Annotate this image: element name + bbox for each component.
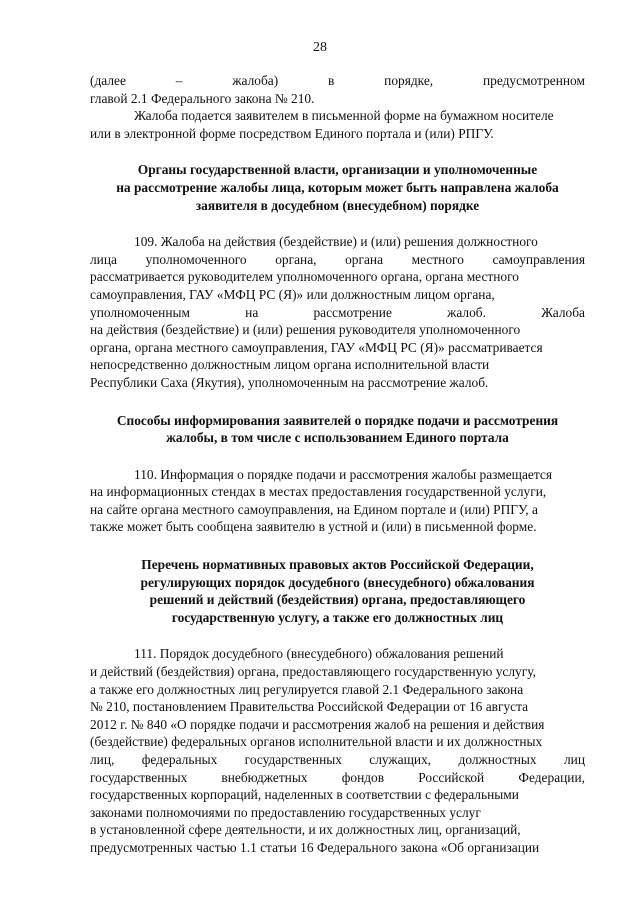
word: федеральных xyxy=(141,752,218,767)
text-line-justified xyxy=(90,751,585,769)
heading-line: решений и действий (бездействия) органа, предоставляющего xyxy=(149,592,526,608)
word: лиц xyxy=(563,752,585,767)
word: уполномоченного xyxy=(145,251,247,267)
text-line: законами полномочиями по предоставлению государственных услуг xyxy=(90,804,481,820)
word: Федерации, xyxy=(518,769,585,785)
heading-line: Органы государственной власти, организации и уполномоченные xyxy=(137,162,538,178)
heading-line: Перечень нормативных правовых актов Российской Федерации, xyxy=(141,557,534,573)
word: лица xyxy=(90,251,117,267)
text-line-justified xyxy=(90,251,585,269)
text-line: Республики Саха (Якутия), уполномоченным на рассмотрение жалоб. xyxy=(90,374,489,390)
heading-line: заявителя в досудебном (внесудебном) порядке xyxy=(195,197,480,213)
word: лиц, xyxy=(90,752,115,767)
paragraph-111 xyxy=(90,645,585,856)
word: жалоб. xyxy=(447,304,486,320)
word: местного xyxy=(411,251,464,267)
text-line: 2012 г. № 840 «О порядке подачи и рассмотрения жалоб на решения и действия xyxy=(90,716,545,732)
section-heading xyxy=(90,161,585,214)
word: Российской xyxy=(418,769,485,785)
text-line: Жалоба подается заявителем в письменной форме на бумажном носителе xyxy=(134,108,554,124)
word: – xyxy=(175,73,183,88)
text-line: в установленной сфере деятельности, и их должностных лиц, организаций, xyxy=(90,822,521,838)
text-line: непосредственно должностным лицом органа исполнительной власти xyxy=(90,357,490,373)
text-line: и действий (бездействия) органа, предоставляющего государственную услугу, xyxy=(90,664,536,680)
text-line-justified xyxy=(90,304,585,322)
word: порядке, xyxy=(384,73,434,88)
text-line: органа, органа местного самоуправления, ГАУ «МФЦ РС (Я)» рассматривается xyxy=(90,339,543,355)
text-line: 110. Информация о порядке подачи и рассмотрения жалобы размещается xyxy=(134,466,552,482)
word: на xyxy=(245,304,259,320)
text-line: самоуправления, ГАУ «МФЦ РС (Я)» или должностным лицом органа, xyxy=(90,286,495,302)
word: уполномоченным xyxy=(90,304,190,320)
heading-line: жалобы, в том числе с использованием Единого портала xyxy=(166,430,509,446)
text-line: а также его должностных лиц регулируется главой 2.1 Федерального закона xyxy=(90,681,524,697)
text-line: главой 2.1 Федерального закона № 210. xyxy=(90,90,315,106)
heading-line: Способы информирования заявителей о порядке подачи и рассмотрения xyxy=(116,412,559,428)
word: жалоба) xyxy=(232,73,279,88)
paragraph-109 xyxy=(90,233,585,391)
word: служащих, xyxy=(369,752,432,767)
text-line: на информационных стендах в местах предоставления государственной услуги, xyxy=(90,484,547,500)
text-line: № 210, постановлением Правительства Российской Федерации от 16 августа xyxy=(90,699,529,715)
word: рассмотрение xyxy=(313,304,392,320)
text-line: на сайте органа местного самоуправления, на Едином портале и (или) РПГУ, а xyxy=(90,501,538,517)
page-number: 28 xyxy=(313,40,327,55)
word: самоуправления xyxy=(492,251,585,267)
paragraph-110 xyxy=(90,466,585,536)
text-line: 111. Порядок досудебного (внесудебного) обжалования решений xyxy=(134,646,504,662)
text-line: предусмотренных частью 1.1 статьи 16 Федерального закона «Об организации xyxy=(90,839,540,855)
heading-line: государственную услугу, а также его должностных лиц xyxy=(171,609,504,625)
word: должностных xyxy=(458,752,537,767)
word: Жалоба xyxy=(541,304,585,320)
word: (далее xyxy=(90,73,126,88)
text-line: государственных корпораций, наделенных в соответствии с федеральными xyxy=(90,787,519,803)
section-heading xyxy=(90,556,585,626)
text-line: или в электронной форме посредством Единого портала и (или) РПГУ. xyxy=(90,125,494,141)
word: в xyxy=(328,73,335,88)
page-content xyxy=(90,72,585,857)
text-line-justified xyxy=(90,72,585,90)
heading-line: регулирующих порядок досудебного (внесудебного) обжалования xyxy=(140,574,535,590)
word: органа xyxy=(345,251,384,267)
word: государственных xyxy=(244,752,342,767)
text-line: также может быть сообщена заявителю в устной и (или) в письменной форме. xyxy=(90,519,537,535)
heading-line: на рассмотрение жалобы лица, которым может быть направлена жалоба xyxy=(116,179,559,195)
word: предусмотренном xyxy=(482,73,585,88)
word: внебюджетных xyxy=(221,769,308,785)
word: фондов xyxy=(341,769,385,785)
text-line: (бездействие) федеральных органов исполнительной власти и их должностных xyxy=(90,734,543,750)
text-line: на действия (бездействие) и (или) решения руководителя уполномоченного xyxy=(90,322,521,338)
section-heading xyxy=(90,412,585,447)
word: органа, xyxy=(275,251,317,267)
text-line: 109. Жалоба на действия (бездействие) и (или) решения должностного xyxy=(134,234,538,250)
text-line-justified xyxy=(90,769,585,787)
text-line: рассматривается руководителем уполномоченного органа, органа местного xyxy=(90,269,519,285)
word: государственных xyxy=(90,769,188,785)
